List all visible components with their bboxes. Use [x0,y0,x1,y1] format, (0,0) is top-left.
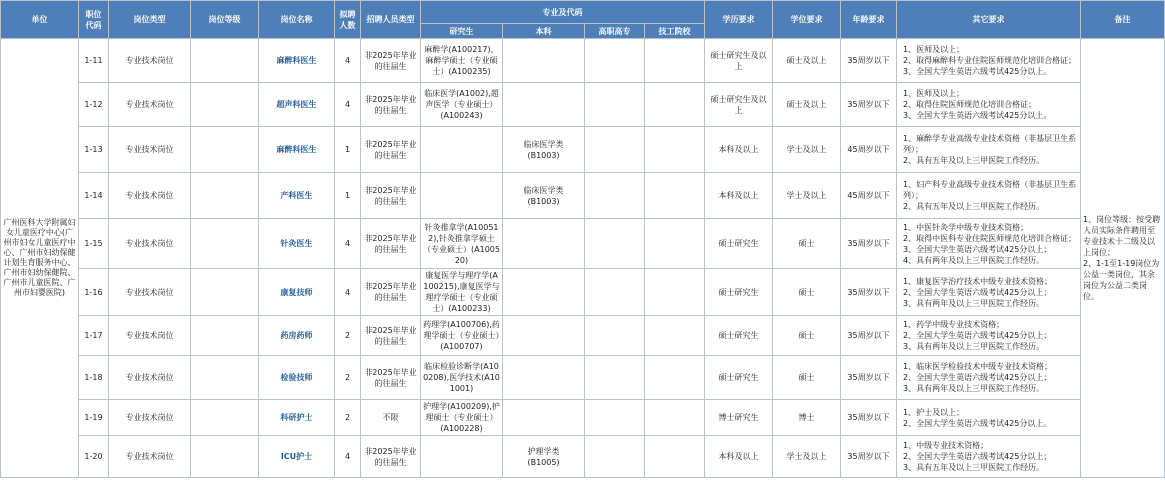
age-req-cell: 35周岁以下 [841,356,897,400]
major-vocational-cell [585,400,645,436]
header-unit: 单位 [1,1,79,39]
other-req-cell: 1、康复医学治疗技术中级专业技术资格； 2、全国大学生英语六级考试425分以上； 3、具有两年及以上三甲医院工作经历。 [897,269,1081,316]
position-code-cell: 1-18 [79,356,109,400]
position-type-cell: 专业技术岗位 [109,400,191,436]
position-name-cell: 针灸医生 [259,219,335,269]
major-graduate-cell: 康复医学与理疗学(A100215),康复医学与理疗学硕士（专业硕士）(A100233) [421,269,503,316]
other-req-cell: 1、麻醉学专业高级专业技术资格（非基层卫生系列）； 2、具有五年及以上三甲医院工作经历。 [897,127,1081,173]
table-row [1,219,1165,269]
education-req-cell: 硕士研究生 [705,269,773,316]
position-grade-cell [191,316,259,356]
major-vocational-cell [585,173,645,219]
position-name-cell: 检验技师 [259,356,335,400]
education-req-cell: 本科及以上 [705,436,773,478]
major-graduate-cell: 临床医学(A1002),超声医学（专业硕士）(A100243) [421,83,503,127]
degree-req-cell: 硕士及以上 [773,39,841,83]
major-vocational-cell [585,39,645,83]
major-graduate-cell: 麻醉学(A100217)，麻醉学硕士（专业硕士）(A100235) [421,39,503,83]
major-technical-cell [645,83,705,127]
major-technical-cell [645,127,705,173]
major-vocational-cell [585,436,645,478]
headcount-cell: 2 [335,400,361,436]
major-undergrad-cell: 护理学类 (B1005) [503,436,585,478]
table-row [1,173,1165,219]
table-row [1,39,1165,83]
header-graduate: 研究生 [421,24,503,39]
position-type-cell: 专业技术岗位 [109,269,191,316]
degree-req-cell: 硕士 [773,356,841,400]
recruit-type-cell: 非2025年毕业的往届生 [361,127,421,173]
position-code-cell: 1-17 [79,316,109,356]
major-vocational-cell [585,127,645,173]
table-row [1,127,1165,173]
header-technical: 技工院校 [645,24,705,39]
degree-req-cell: 硕士 [773,269,841,316]
other-req-cell: 1、医师及以上； 2、取得麻醉科专业住院医师规范化培训合格证； 3、全国大学生英语六级考试425分以上。 [897,39,1081,83]
other-req-cell: 1、妇产科专业高级专业技术资格（非基层卫生系列）； 2、具有五年及以上三甲医院工作经历。 [897,173,1081,219]
education-req-cell: 本科及以上 [705,127,773,173]
header-position-name: 岗位名称 [259,1,335,39]
position-type-cell: 专业技术岗位 [109,83,191,127]
header-headcount: 拟聘 人数 [335,1,361,39]
position-grade-cell [191,436,259,478]
table-row [1,269,1165,316]
education-req-cell: 本科及以上 [705,173,773,219]
degree-req-cell: 博士 [773,400,841,436]
table-row [1,400,1165,436]
major-graduate-cell: 药理学(A100706),药理学硕士（专业硕士）(A100707) [421,316,503,356]
major-undergrad-cell [503,39,585,83]
headcount-cell: 1 [335,127,361,173]
age-req-cell: 35周岁以下 [841,219,897,269]
position-grade-cell [191,356,259,400]
headcount-cell: 4 [335,39,361,83]
age-req-cell: 35周岁以下 [841,400,897,436]
major-technical-cell [645,316,705,356]
recruit-type-cell: 不限 [361,400,421,436]
major-graduate-cell [421,173,503,219]
table-row [1,316,1165,356]
recruit-type-cell: 非2025年毕业的往届生 [361,436,421,478]
major-technical-cell [645,356,705,400]
major-undergrad-cell [503,269,585,316]
position-name-cell: 麻醉科医生 [259,127,335,173]
age-req-cell: 35周岁以下 [841,39,897,83]
major-technical-cell [645,173,705,219]
header-age: 年龄要求 [841,1,897,39]
position-grade-cell [191,269,259,316]
major-vocational-cell [585,356,645,400]
position-code-cell: 1-15 [79,219,109,269]
position-type-cell: 专业技术岗位 [109,356,191,400]
other-req-cell: 1、中级专业技术资格； 2、全国大学生英语六级考试425分以上； 3、具有五年及以上三甲医院工作经历。 [897,436,1081,478]
position-code-cell: 1-11 [79,39,109,83]
header-major-group: 专业及代码 [421,1,705,24]
position-name-cell: 科研护士 [259,400,335,436]
header-undergrad: 本科 [503,24,585,39]
position-type-cell: 专业技术岗位 [109,173,191,219]
position-name-cell: 药房药师 [259,316,335,356]
other-req-cell: 1、护士及以上； 2、全国大学生英语六级考试425分以上。 [897,400,1081,436]
position-grade-cell [191,127,259,173]
major-undergrad-cell [503,400,585,436]
position-code-cell: 1-12 [79,83,109,127]
recruit-type-cell: 非2025年毕业的往届生 [361,269,421,316]
position-name-cell: 麻醉科医生 [259,39,335,83]
other-req-cell: 1、医师及以上； 2、取得住院医师规范化培训合格证； 3、全国大学生英语六级考试425分以上。 [897,83,1081,127]
position-code-cell: 1-16 [79,269,109,316]
major-graduate-cell: 针灸推拿学(A100512),针灸推拿学硕士（专业硕士）(A100520) [421,219,503,269]
table-row [1,436,1165,478]
major-technical-cell [645,269,705,316]
headcount-cell: 1 [335,173,361,219]
major-technical-cell [645,436,705,478]
header-degree: 学位要求 [773,1,841,39]
major-undergrad-cell [503,83,585,127]
education-req-cell: 硕士研究生及以上 [705,39,773,83]
table-row [1,83,1165,127]
headcount-cell: 4 [335,83,361,127]
headcount-cell: 4 [335,269,361,316]
recruit-type-cell: 非2025年毕业的往届生 [361,316,421,356]
major-graduate-cell [421,127,503,173]
major-vocational-cell [585,316,645,356]
header-vocational: 高职高专 [585,24,645,39]
position-grade-cell [191,83,259,127]
headcount-cell: 4 [335,436,361,478]
other-req-cell: 1、临床医学检验技术中级专业技术资格； 2、全国大学生英语六级考试425分以上； 3、具有两年及以上三甲医院工作经历。 [897,356,1081,400]
position-code-cell: 1-20 [79,436,109,478]
table-row [1,356,1165,400]
major-technical-cell [645,400,705,436]
recruit-type-cell: 非2025年毕业的往届生 [361,356,421,400]
major-undergrad-cell: 临床医学类 (B1003) [503,127,585,173]
major-undergrad-cell [503,356,585,400]
headcount-cell: 2 [335,356,361,400]
recruit-type-cell: 非2025年毕业的往届生 [361,173,421,219]
position-code-cell: 1-13 [79,127,109,173]
age-req-cell: 45周岁以下 [841,127,897,173]
position-type-cell: 专业技术岗位 [109,436,191,478]
position-code-cell: 1-14 [79,173,109,219]
major-vocational-cell [585,269,645,316]
position-code-cell: 1-19 [79,400,109,436]
recruit-type-cell: 非2025年毕业的往届生 [361,219,421,269]
degree-req-cell: 学士及以上 [773,436,841,478]
position-grade-cell [191,219,259,269]
header-education: 学历要求 [705,1,773,39]
position-name-cell: 康复技师 [259,269,335,316]
headcount-cell: 2 [335,316,361,356]
position-type-cell: 专业技术岗位 [109,127,191,173]
position-grade-cell [191,400,259,436]
position-name-cell: 超声科医生 [259,83,335,127]
education-req-cell: 硕士研究生 [705,356,773,400]
position-name-cell: 产科医生 [259,173,335,219]
recruit-type-cell: 非2025年毕业的往届生 [361,83,421,127]
header-position-type: 岗位类型 [109,1,191,39]
position-grade-cell [191,39,259,83]
position-type-cell: 专业技术岗位 [109,39,191,83]
education-req-cell: 硕士研究生及以上 [705,83,773,127]
headcount-cell: 4 [335,219,361,269]
major-vocational-cell [585,219,645,269]
age-req-cell: 35周岁以下 [841,269,897,316]
age-req-cell: 45周岁以下 [841,173,897,219]
major-vocational-cell [585,83,645,127]
header-note: 备注 [1081,1,1165,39]
header-position-grade: 岗位等级 [191,1,259,39]
header-other: 其它要求 [897,1,1081,39]
other-req-cell: 1、中医针灸学中级专业技术资格； 2、取得中医科专业住院医师规范化培训合格证； 3、全国大学生英语六级考试425分以上； 4、具有两年及以上三甲医院工作经历。 [897,219,1081,269]
education-req-cell: 硕士研究生 [705,219,773,269]
header-recruit-type: 招聘人员类型 [361,1,421,39]
major-graduate-cell [421,436,503,478]
degree-req-cell: 硕士 [773,316,841,356]
age-req-cell: 35周岁以下 [841,316,897,356]
major-technical-cell [645,219,705,269]
major-undergrad-cell [503,219,585,269]
position-type-cell: 专业技术岗位 [109,316,191,356]
degree-req-cell: 学士及以上 [773,173,841,219]
header-position-code: 职位 代码 [79,1,109,39]
degree-req-cell: 硕士及以上 [773,83,841,127]
age-req-cell: 35周岁以下 [841,436,897,478]
position-type-cell: 专业技术岗位 [109,219,191,269]
major-graduate-cell: 临床检验诊断学(A100208),医学技术(A101001) [421,356,503,400]
major-undergrad-cell [503,316,585,356]
education-req-cell: 博士研究生 [705,400,773,436]
other-req-cell: 1、药学中级专业技术资格； 2、全国大学生英语六级考试425分以上； 3、具有两年及以上三甲医院工作经历。 [897,316,1081,356]
education-req-cell: 硕士研究生 [705,316,773,356]
position-name-cell: ICU护士 [259,436,335,478]
age-req-cell: 35周岁以下 [841,83,897,127]
position-grade-cell [191,173,259,219]
major-graduate-cell: 护理学(A100209),护理硕士（专业硕士）(A100228) [421,400,503,436]
note-cell: 1、岗位等级：按受聘人员实际条件聘用至专业技术十二级及以上岗位； 2、1-1至1-19岗位为公益一类岗位，其余岗位为公益二类岗位。 [1081,39,1165,478]
recruit-type-cell: 非2025年毕业的往届生 [361,39,421,83]
degree-req-cell: 学士及以上 [773,127,841,173]
major-undergrad-cell: 临床医学类 (B1003) [503,173,585,219]
unit-name-cell: 广州医科大学附属妇女儿童医疗中心(广州市妇女儿童医疗中心、广州市妇幼保健计划生育服务中心、广州市妇幼保健院、广州市儿童医院、广州市妇婴医院) [1,39,79,478]
degree-req-cell: 硕士 [773,219,841,269]
major-technical-cell [645,39,705,83]
